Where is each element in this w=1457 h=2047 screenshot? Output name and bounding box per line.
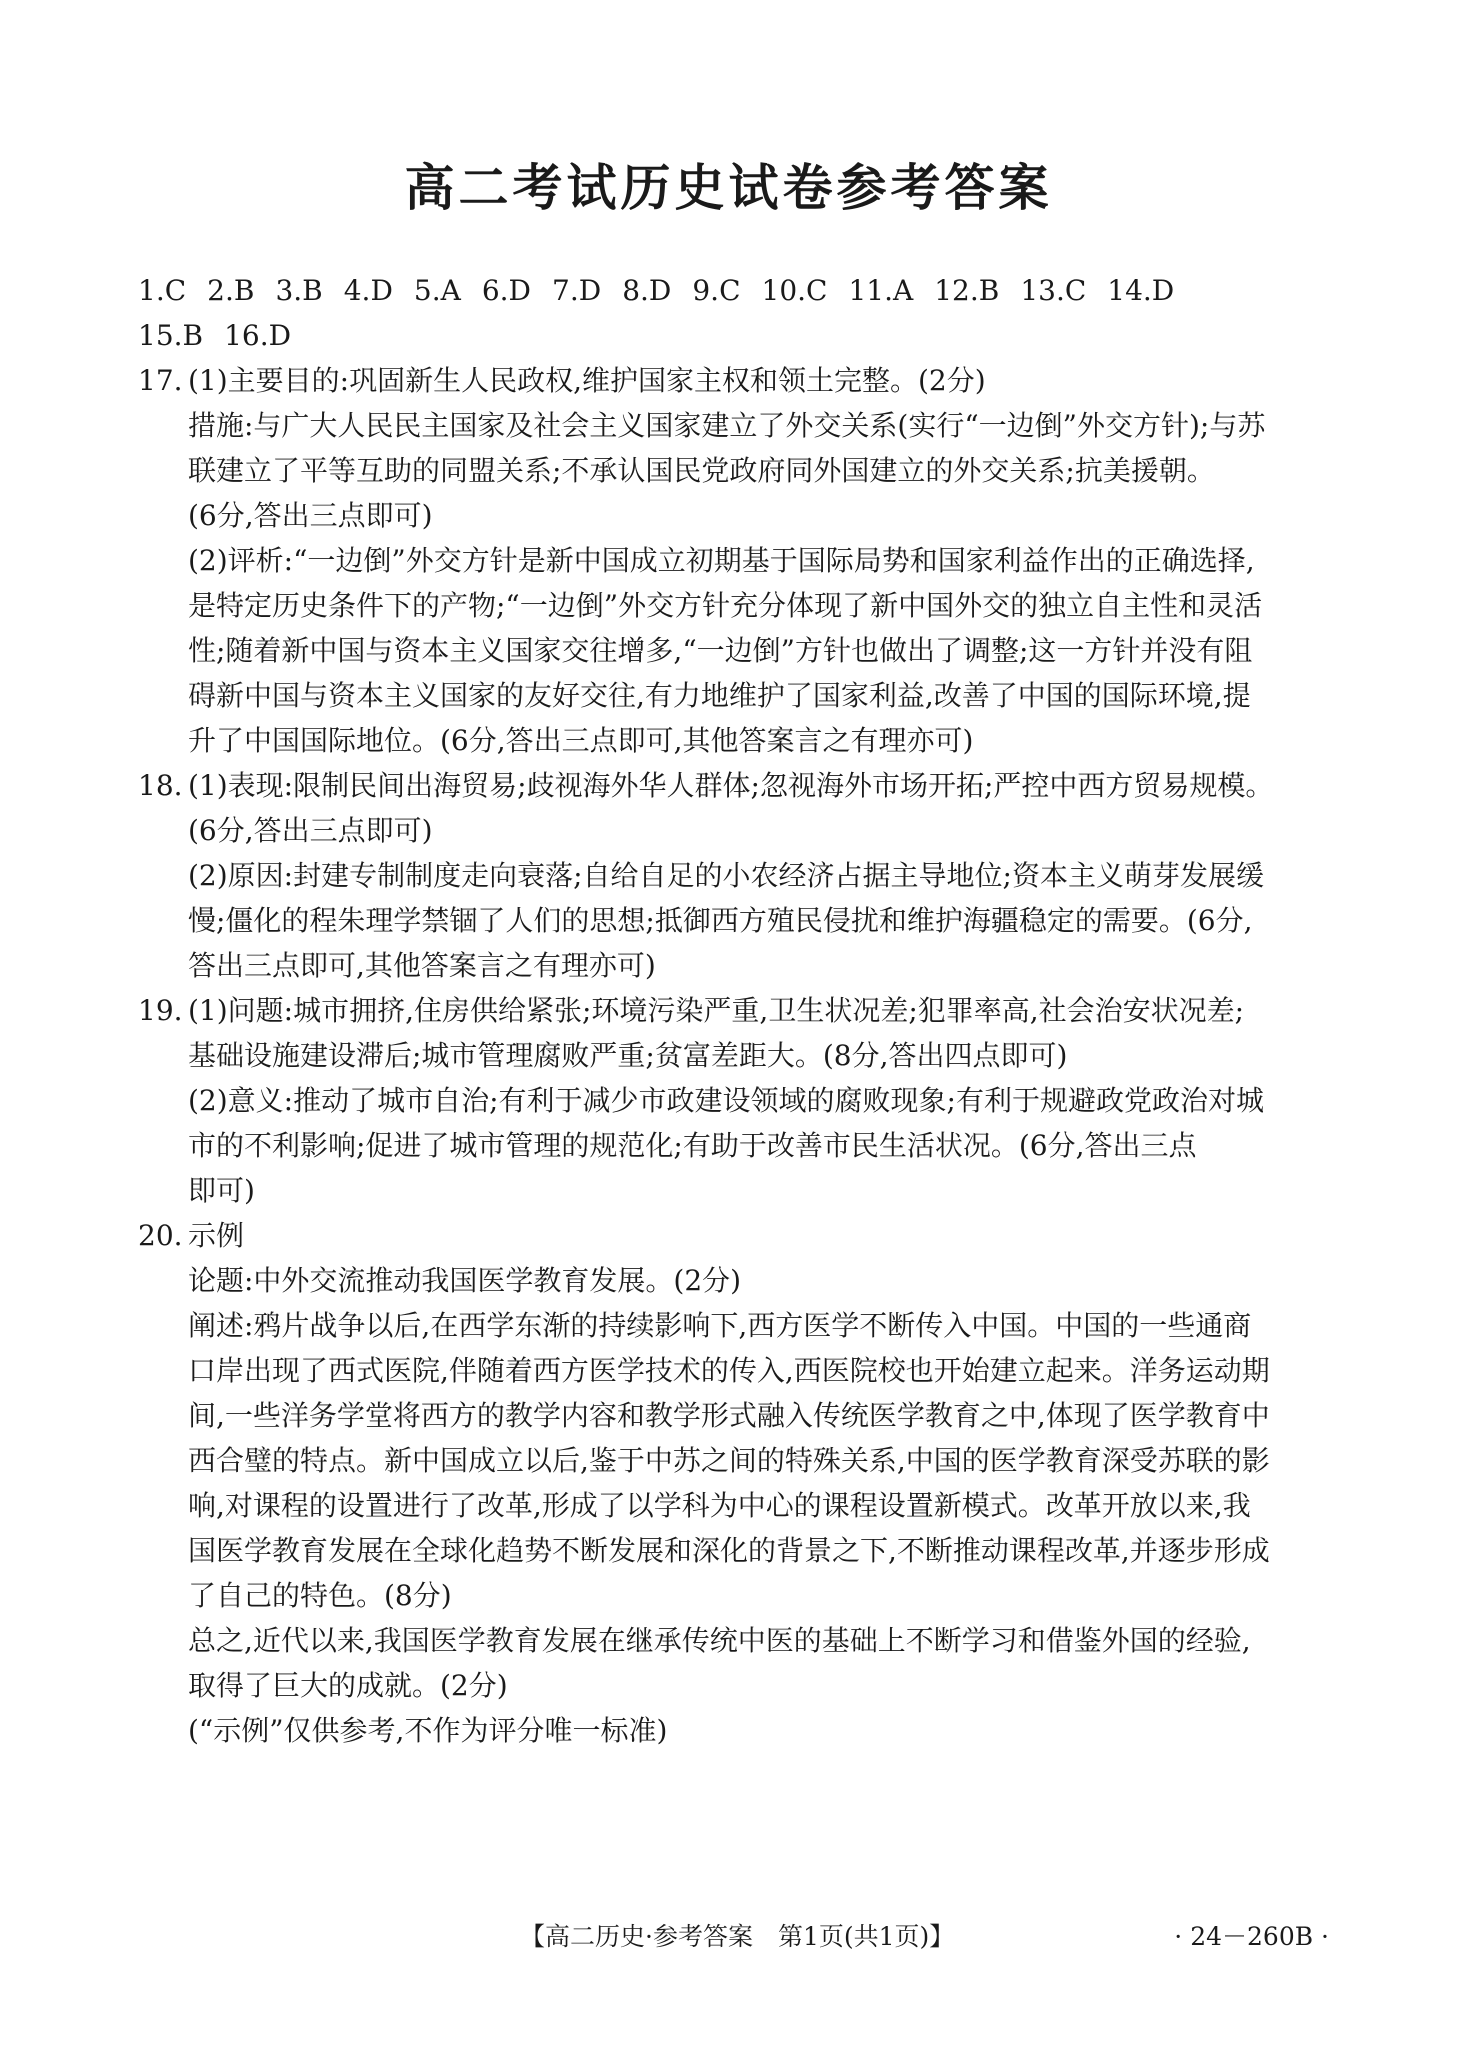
answer-line: 升了中国国际地位。(6分,答出三点即可,其他答案言之有理亦可) (188, 724, 974, 757)
answer-line: (6分,答出三点即可) (188, 814, 433, 847)
answer-line: 碍新中国与资本主义国家的友好交往,有力地维护了国家利益,改善了中国的国际环境,提 (188, 679, 1251, 712)
choice-answer: 4.D (343, 274, 393, 307)
answer-line: 总之,近代以来,我国医学教育发展在继承传统中医的基础上不断学习和借鉴外国的经验, (188, 1624, 1251, 1657)
choice-answer: 7.D (552, 274, 602, 307)
choice-answer: 15.B (138, 319, 204, 352)
answer-line: 联建立了平等互助的同盟关系;不承认国民党政府同外国建立的外交关系;抗美援朝。 (188, 454, 1215, 487)
answer-line: 了自己的特色。(8分) (188, 1579, 452, 1612)
question-18 (138, 763, 1338, 988)
choice-answer: 8.D (622, 274, 672, 307)
answer-line: 措施:与广大人民民主国家及社会主义国家建立了外交关系(实行“一边倒”外交方针);与苏 (188, 409, 1266, 442)
choice-answer: 9.C (692, 274, 741, 307)
choice-answer: 13.C (1020, 274, 1087, 307)
choice-answers-row-2 (138, 313, 1338, 358)
answer-line: 国医学教育发展在全球化趋势不断发展和深化的背景之下,不断推动课程改革,并逐步形成 (188, 1534, 1270, 1567)
answer-line: 即可) (188, 1174, 255, 1207)
answer-line: 基础设施建设滞后;城市管理腐败严重;贫富差距大。(8分,答出四点即可) (188, 1039, 1068, 1072)
answer-line: 响,对课程的设置进行了改革,形成了以学科为中心的课程设置新模式。改革开放以来,我 (188, 1489, 1251, 1522)
answer-line: 17. (1)主要目的:巩固新生人民政权,维护国家主权和领土完整。(2分) (138, 358, 1338, 403)
answer-line: 20. 示例 (138, 1213, 1338, 1258)
answer-line: 答出三点即可,其他答案言之有理亦可) (188, 949, 656, 982)
question-17 (138, 358, 1338, 763)
answer-line: 口岸出现了西式医院,伴随着西方医学技术的传入,西医院校也开始建立起来。洋务运动期 (188, 1354, 1270, 1387)
footer-doc-code: · 24－260B · (1174, 1922, 1329, 1951)
answer-line: 间,一些洋务学堂将西方的教学内容和教学形式融入传统医学教育之中,体现了医学教育中 (188, 1399, 1270, 1432)
answer-line: 慢;僵化的程朱理学禁锢了人们的思想;抵御西方殖民侵扰和维护海疆稳定的需要。(6分, (188, 904, 1253, 937)
answer-line: 取得了巨大的成就。(2分) (188, 1669, 508, 1702)
footer-page-info: 【高二历史·参考答案 第1页(共1页)】 (520, 1922, 955, 1951)
answer-line: (2)意义:推动了城市自治;有利于减少市政建设领域的腐败现象;有利于规避政党政治对城 (188, 1084, 1264, 1117)
choice-answer: 16.D (224, 319, 292, 352)
choice-answer: 5.A (413, 274, 461, 307)
choice-answer: 6.D (481, 274, 532, 307)
answer-line: 市的不利影响;促进了城市管理的规范化;有助于改善市民生活状况。(6分,答出三点 (188, 1129, 1197, 1162)
question-number: 19. (138, 994, 183, 1027)
question-number: 17. (138, 364, 183, 397)
answer-line: 是特定历史条件下的产物;“一边倒”外交方针充分体现了新中国外交的独立自主性和灵活 (188, 589, 1263, 622)
answer-line: 性;随着新中国与资本主义国家交往增多,“一边倒”方针也做出了调整;这一方针并没有阻 (188, 634, 1253, 667)
question-19 (138, 988, 1338, 1213)
page-footer (0, 1917, 1457, 1957)
answer-line: 论题:中外交流推动我国医学教育发展。(2分) (188, 1264, 742, 1297)
answer-line: (2)评析:“一边倒”外交方针是新中国成立初期基于国际局势和国家利益作出的正确选择, (188, 544, 1255, 577)
choice-answer: 2.B (207, 274, 255, 307)
answer-content (138, 268, 1338, 1753)
answer-line: 19. (1)问题:城市拥挤,住房供给紧张;环境污染严重,卫生状况差;犯罪率高,社会治安状况差; (138, 988, 1338, 1033)
answer-line: (6分,答出三点即可) (188, 499, 433, 532)
answer-line: 阐述:鸦片战争以后,在西学东渐的持续影响下,西方医学不断传入中国。中国的一些通商 (188, 1309, 1252, 1342)
question-20 (138, 1213, 1338, 1753)
choice-answer: 10.C (761, 274, 828, 307)
choice-answer: 1.C (138, 274, 187, 307)
choice-answer: 3.B (275, 274, 323, 307)
page-title: 高二考试历史试卷参考答案 (404, 159, 1053, 217)
choice-answer: 12.B (934, 274, 1000, 307)
choice-answer: 14.D (1107, 274, 1175, 307)
question-number: 20. (138, 1219, 183, 1252)
answer-line: (2)原因:封建专制制度走向衰落;自给自足的小农经济占据主导地位;资本主义萌芽发展缓 (188, 859, 1264, 892)
answer-line: (“示例”仅供参考,不作为评分唯一标准) (188, 1714, 668, 1747)
answer-line: 西合璧的特点。新中国成立以后,鉴于中苏之间的特殊关系,中国的医学教育深受苏联的影 (188, 1444, 1270, 1477)
choice-answers-row-1 (138, 268, 1338, 313)
answer-line: 18. (1)表现:限制民间出海贸易;歧视海外华人群体;忽视海外市场开拓;严控中西方贸易规模。 (138, 763, 1338, 808)
choice-answer: 11.A (848, 274, 914, 307)
question-number: 18. (138, 769, 183, 802)
